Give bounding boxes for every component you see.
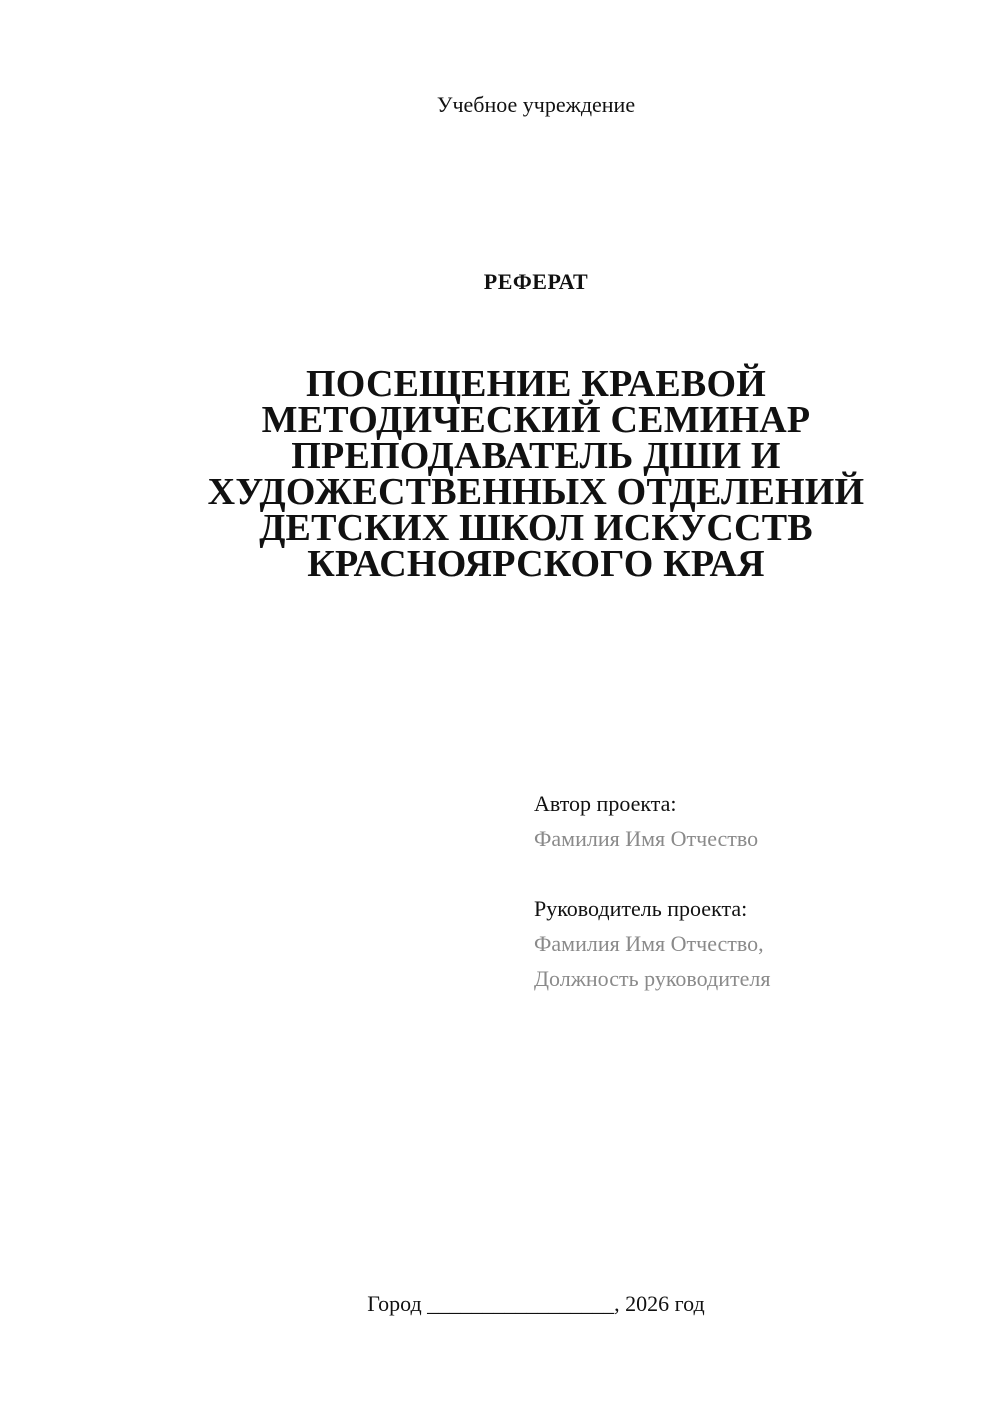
city-year-line: Город _________________, 2026 год (367, 1291, 705, 1316)
supervisor-position: Должность руководителя (534, 966, 771, 991)
title-line: ХУДОЖЕСТВЕННЫХ ОТДЕЛЕНИЙ (207, 471, 865, 513)
supervisor-label: Руководитель проекта: (534, 896, 748, 921)
author-name: Фамилия Имя Отчество (534, 826, 759, 851)
institution-name: Учебное учреждение (436, 92, 636, 117)
title-line: ДЕТСКИХ ШКОЛ ИСКУССТВ (259, 507, 813, 549)
title-line: КРАСНОЯРСКОГО КРАЯ (307, 543, 765, 585)
title-line: ПРЕПОДАВАТЕЛЬ ДШИ И (291, 435, 781, 477)
document-type: РЕФЕРАТ (483, 269, 589, 294)
credits-block (534, 786, 974, 996)
author-label: Автор проекта: (534, 791, 677, 816)
title-line: ПОСЕЩЕНИЕ КРАЕВОЙ (306, 363, 766, 405)
supervisor-name: Фамилия Имя Отчество, (534, 931, 764, 956)
spacer (534, 856, 974, 891)
document-title (200, 363, 872, 585)
title-line: МЕТОДИЧЕСКИЙ СЕМИНАР (261, 399, 811, 441)
